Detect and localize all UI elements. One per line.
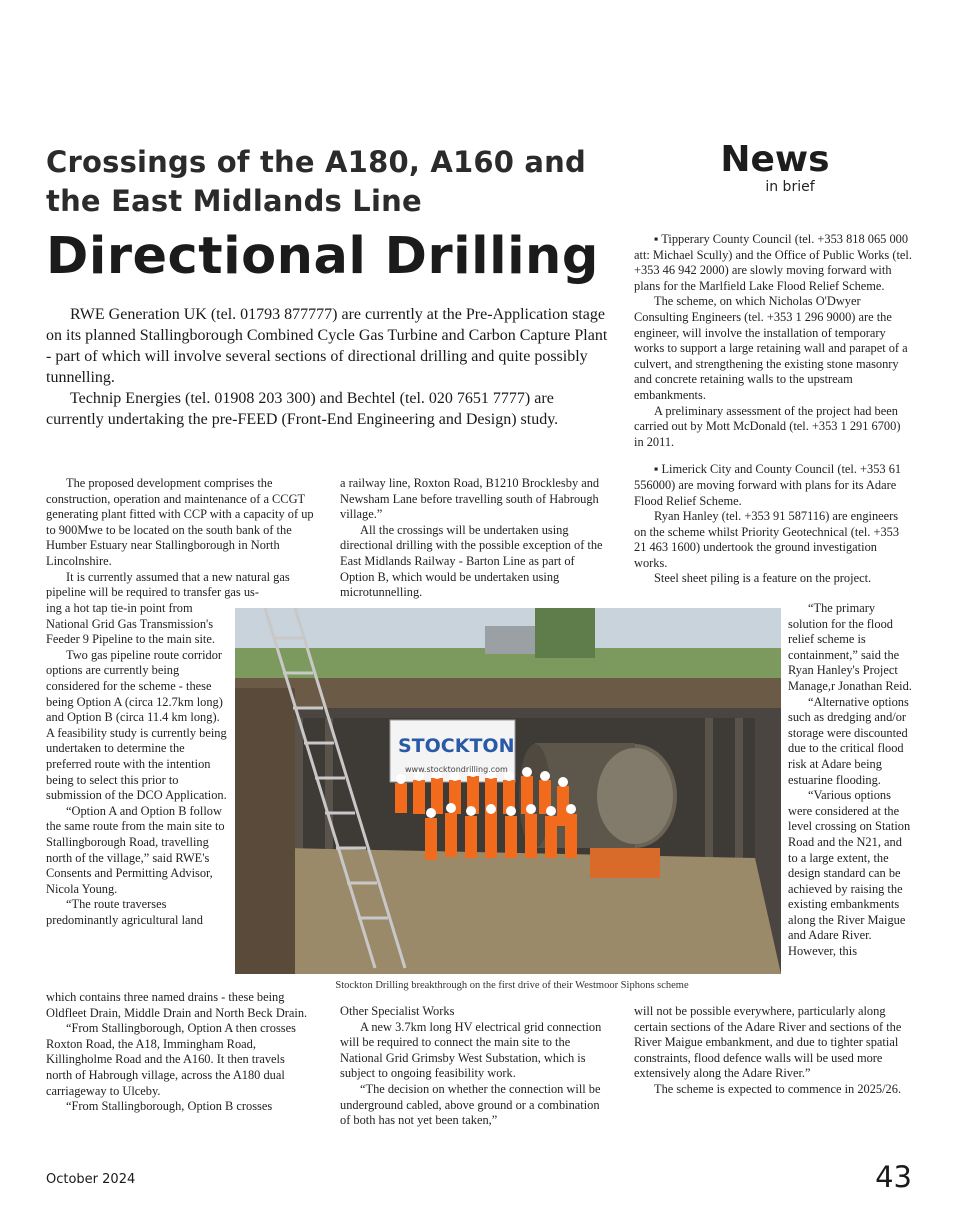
body-paragraph: a railway line, Roxton Road, B1210 Brocklesby and Newsham Lane before travelling south of Habrough village.” [340,476,600,522]
section-subheading: Other Specialist Works [340,1004,455,1018]
article-column-2-top [340,476,608,601]
banner-text: STOCKTON [398,735,515,757]
page-date: October 2024 [46,1172,136,1187]
body-paragraph: “The decision on whether the connection will be underground cabled, above ground or a combination of both has not yet been taken,” [340,1081,601,1128]
news-subtitle: in brief [765,179,815,195]
body-paragraph: “Option A and Option B follow the same route from the main site to Stallingborough Road, travelling north of the village,” said RWE's Consents and Permitting Advisor, Nicola Young. [46,803,225,896]
news-paragraph: “Various options were considered at the level crossing on Station Road and the N21, and to a large extent, the design standard can be achieved by raising the existing embankments along the River Maigue and Adare River. However, this [788,788,911,959]
article-intro [46,304,614,430]
photo-caption: Stockton Drilling breakthrough on the first drive of their Westmoor Siphons scheme [335,980,689,991]
article-column-1-middle [46,601,228,928]
news-paragraph: ▪ Limerick City and County Council (tel. +353 61 556000) are moving forward with plans for its Adare Flood Relief Scheme. [634,462,902,508]
body-paragraph: “The route traverses predominantly agricultural land [46,897,203,927]
intro-paragraph: Technip Energies (tel. 01908 203 300) and Bechtel (tel. 020 7651 7777) are currently undertaking the pre-FEED (Front-End Engineering and Design) study. [46,390,559,428]
news-paragraph: The scheme is expected to commence in 2025/26. [654,1081,902,1096]
kicker-line-1: Crossings of the A180, A160 and [46,145,586,179]
article-column-1-top [46,476,314,601]
page-number: 43 [875,1160,912,1194]
news-paragraph: The scheme, on which Nicholas O'Dwyer Consulting Engineers (tel. +353 1 296 9000) are the engineer, will involve the installation of temporary works to support a large retaining wall and parapet of a culvert, and strengthening the existing stone masonry and concrete retaining walls to the upstream embankments. [634,294,908,402]
body-paragraph: The proposed development comprises the construction, operation and maintenance of a CCGT generating plant fitted with CCP with a capacity of up to 900Mwe to be located on the south bank of the Humber Estuary near Stallingborough in North Lincolnshire. [46,476,314,568]
news-paragraph: “The primary solution for the flood relief scheme is containment,” said the Ryan Hanley's Project Manage,r Jonathan Reid. [788,601,912,693]
news-column-top [634,232,912,587]
body-paragraph: “From Stallingborough, Option B crosses [66,1099,273,1114]
kicker-line-2: the East Midlands Line [46,184,422,218]
body-paragraph: All the crossings will be undertaken using directional drilling with the possible exception of the East Midlands Railway - Barton Line as part of Option B, which would be undertaken using microtunnelling. [340,522,603,600]
news-column-bottom [634,1004,912,1098]
news-paragraph: will not be possible everywhere, particularly along certain sections of the Adare River and sections of the River Maigue embankment, and due to tighter spatial constraints, flood defence walls will be used more extensively along the Adare River.” [634,1004,902,1081]
intro-paragraph: RWE Generation UK (tel. 01793 877777) are currently at the Pre-Application stage on its planned Stallingborough Combined Cycle Gas Turbine and Carbon Capture Plant - part of which will involve several sections of directional drilling and quite possibly tunnelling. [46,306,608,386]
news-paragraph: Ryan Hanley (tel. +353 91 587116) are engineers on the scheme whilst Priority Geotechnical (tel. +353 21 463 1600) undertook the ground investigation works. [634,509,900,570]
news-title: News [720,139,830,180]
body-paragraph: A new 3.7km long HV electrical grid connection will be required to connect the main site to the National Grid Grimsby West Substation, which is subject to ongoing feasibility work. [340,1019,602,1081]
drilling-pit-illustration [235,608,781,974]
article-kicker [46,143,626,221]
news-paragraph: A preliminary assessment of the project had been carried out by Mott McDonald (tel. +353 1 291 6700) in 2011. [634,403,901,449]
body-paragraph: “From Stallingborough, Option A then crosses Roxton Road, the A18, Immingham Road, Killingholme Road and the A160. It then travels north of Habrough village, across the A180 dual carriageway to Ulceby. [46,1021,296,1098]
article-headline: Directional Drilling [46,227,599,286]
news-paragraph: “Alternative options such as dredging and/or storage were discounted due to the critical flood risk at Adare being estuarine flooding. [788,694,909,787]
article-column-1-bottom [46,990,314,1115]
banner-subtext: www.stocktondrilling.com [405,765,508,774]
body-paragraph: It is currently assumed that a new natural gas pipeline will be required to transfer gas us- [46,569,290,600]
article-photo [235,608,781,974]
news-column-middle [788,601,913,960]
news-spacer [634,450,912,462]
body-paragraph: ing a hot tap tie-in point from National Grid Gas Transmission's Feeder 9 Pipeline to the main site. [46,601,215,647]
news-paragraph: Steel sheet piling is a feature on the project. [654,571,872,586]
news-in-brief-masthead [700,140,850,195]
news-paragraph: ▪ Tipperary County Council (tel. +353 818 065 000 att: Michael Scully) and the Office of Public Works (tel. +353 46 942 2000) are slowly moving forward with plans for the Marlfield Lake Flood Relief Scheme. [634,232,912,293]
body-paragraph: Two gas pipeline route corridor options are currently being considered for the scheme - these being Option A (circa 12.7km long) and Option B (circa 11.4 km long). A feasibility study is currently being undertaken to determine the preferred route with the intention being to select this prior to submission of the DCO Application. [46,647,227,803]
article-column-2-bottom [340,1004,612,1129]
body-paragraph: which contains three named drains - these being Oldfleet Drain, Middle Drain and North Beck Drain. [46,990,308,1020]
